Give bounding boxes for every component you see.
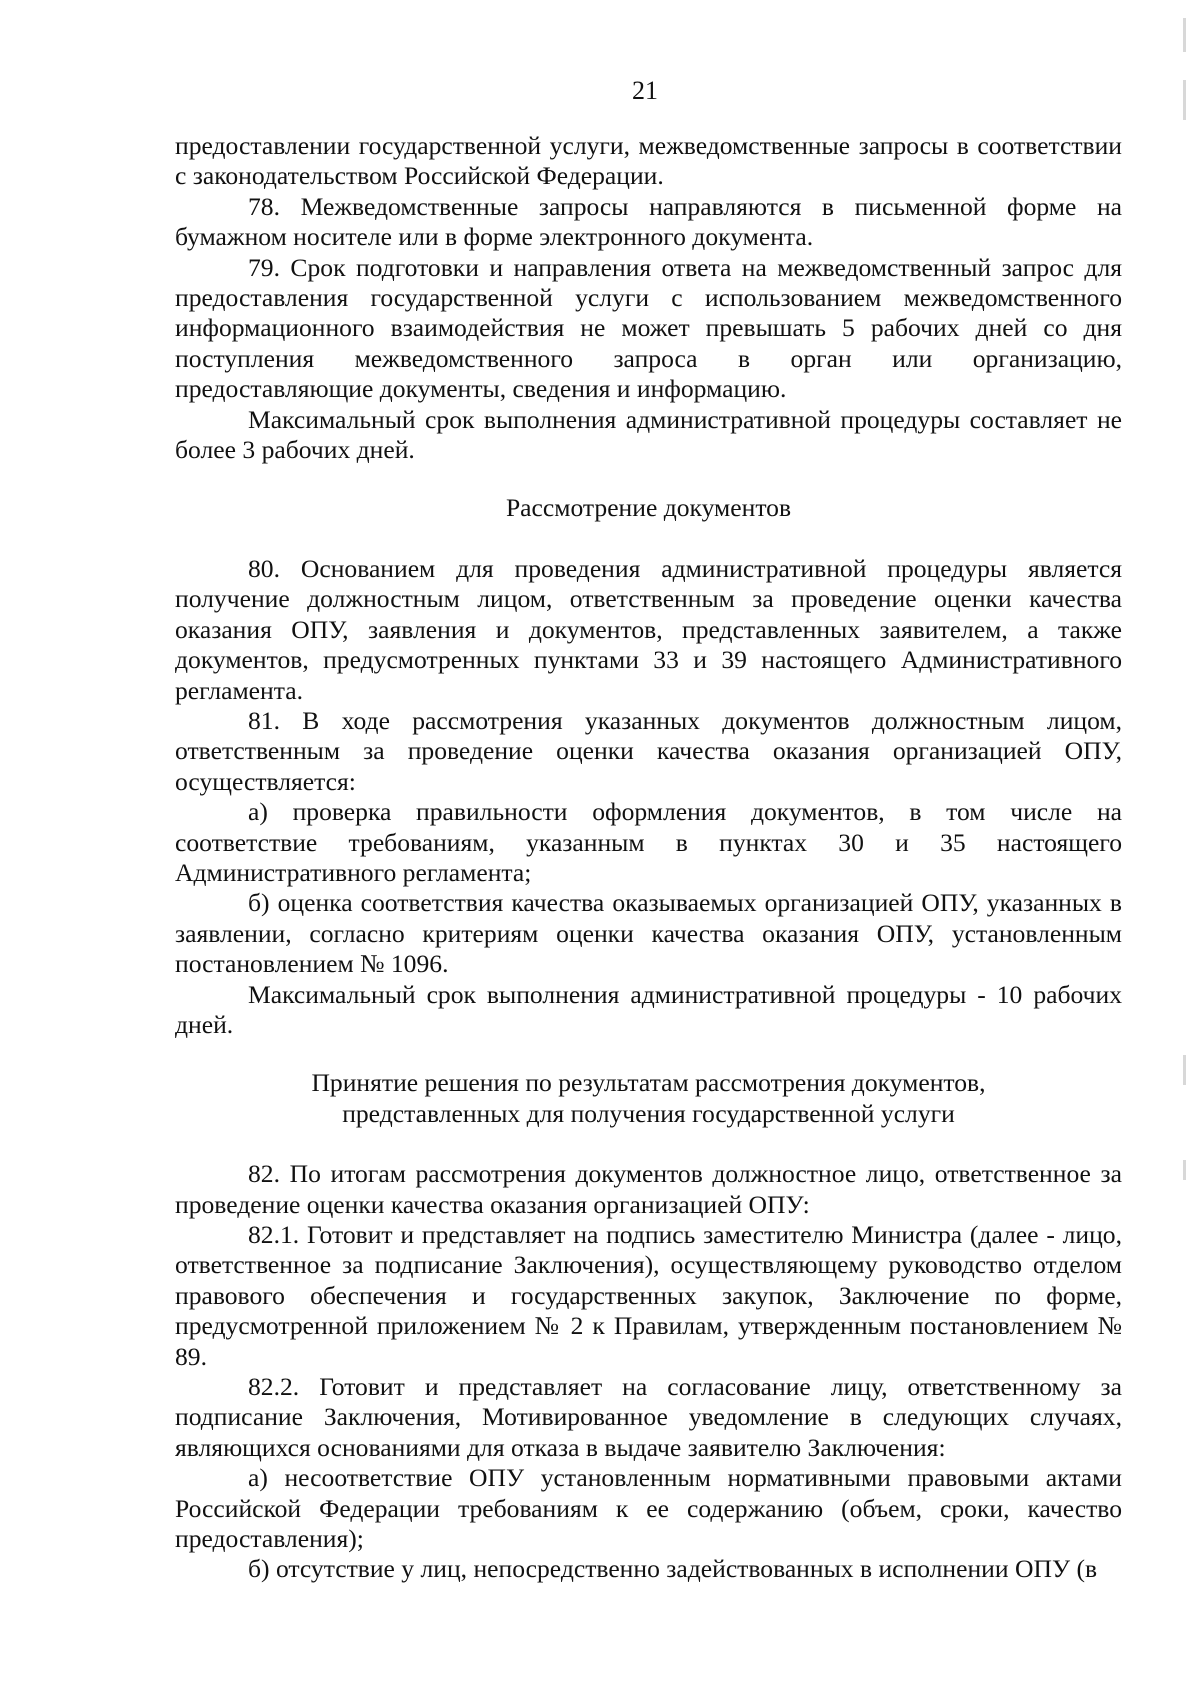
paragraph-continuation: предоставлении государственной услуги, межведомственные запросы в соответствии с законодательством Российской Федерации. (175, 131, 1122, 191)
paragraph-82-2-item-a: а) несоответствие ОПУ установленным нормативными правовыми актами Российской Федерации требованиям к ее содержанию (объем, сроки, качество предоставления); (175, 1463, 1122, 1554)
paragraph-78: 78. Межведомственные запросы направляются в письменной форме на бумажном носителе или в форме электронного документа. (175, 191, 1122, 252)
paragraph-80: 80. Основанием для проведения административной процедуры является получение должностным лицом, ответственным за проведение оценки качества оказания ОПУ, заявления и документов, представленных заявителем, а также документов, предусмотренных пунктами 33 и 39 настоящего Административного регламента. (175, 553, 1122, 705)
paragraph-79: 79. Срок подготовки и направления ответа на межведомственный запрос для предоставления государственной услуги с использованием межведомственного информационного взаимодействия не может превышать 5 рабочих дней со дня поступления межведомственного запроса в орган или организацию, предоставляющие документы, сведения и информацию. (175, 252, 1122, 404)
section-heading-document-review: Рассмотрение документов (505, 493, 792, 523)
section-heading-decision-line-2: представленных для получения государственной услуги (342, 1098, 955, 1128)
scan-artifact (1183, 18, 1186, 52)
document-body (175, 131, 1122, 1585)
paragraph-81-item-b: б) оценка соответствия качества оказываемых организацией ОПУ, указанных в заявлении, согласно критериям оценки качества оказания ОПУ, установленным постановлением № 1096. (175, 888, 1122, 979)
paragraph-81: 81. В ходе рассмотрения указанных документов должностным лицом, ответственным за проведение оценки качества оказания организацией ОПУ, осуществляется: (175, 705, 1122, 796)
paragraph-82-2: 82.2. Готовит и представляет на согласование лицу, ответственному за подписание Заключения, Мотивированное уведомление в следующих случаях, являющихся основаниями для отказа в выдаче заявителю Заключения: (175, 1372, 1122, 1462)
page-number: 21 (632, 76, 658, 105)
scan-artifact (1183, 1055, 1186, 1085)
section-heading-decision (175, 1068, 1122, 1129)
paragraph-max-term-10-days: Максимальный срок выполнения административной процедуры - 10 рабочих дней. (175, 979, 1122, 1039)
paragraph-82: 82. По итогам рассмотрения документов должностное лицо, ответственное за проведение оценки качества оказания организацией ОПУ: (175, 1159, 1122, 1219)
paragraph-81-item-a: а) проверка правильности оформления документов, в том числе на соответствие требованиям, указанным в пунктах 30 и 35 настоящего Административного регламента; (175, 797, 1122, 887)
section-heading-decision-line-1: Принятие решения по результатам рассмотрения документов, (311, 1068, 986, 1098)
scan-artifact (1183, 1160, 1186, 1180)
paragraph-82-2-item-b: б) отсутствие у лиц, непосредственно задействованных в исполнении ОПУ (в (248, 1554, 1098, 1584)
paragraph-max-term-3-days: Максимальный срок выполнения административной процедуры составляет не более 3 рабочих дней. (175, 404, 1122, 465)
paragraph-82-1: 82.1. Готовит и представляет на подпись заместителю Министра (далее - лицо, ответственное за подписание Заключения), осуществляющему руководство отделом правового обеспечения и государственных закупок, Заключение по форме, предусмотренной приложением № 2 к Правилам, утвержденным постановлением № 89. (175, 1220, 1122, 1371)
